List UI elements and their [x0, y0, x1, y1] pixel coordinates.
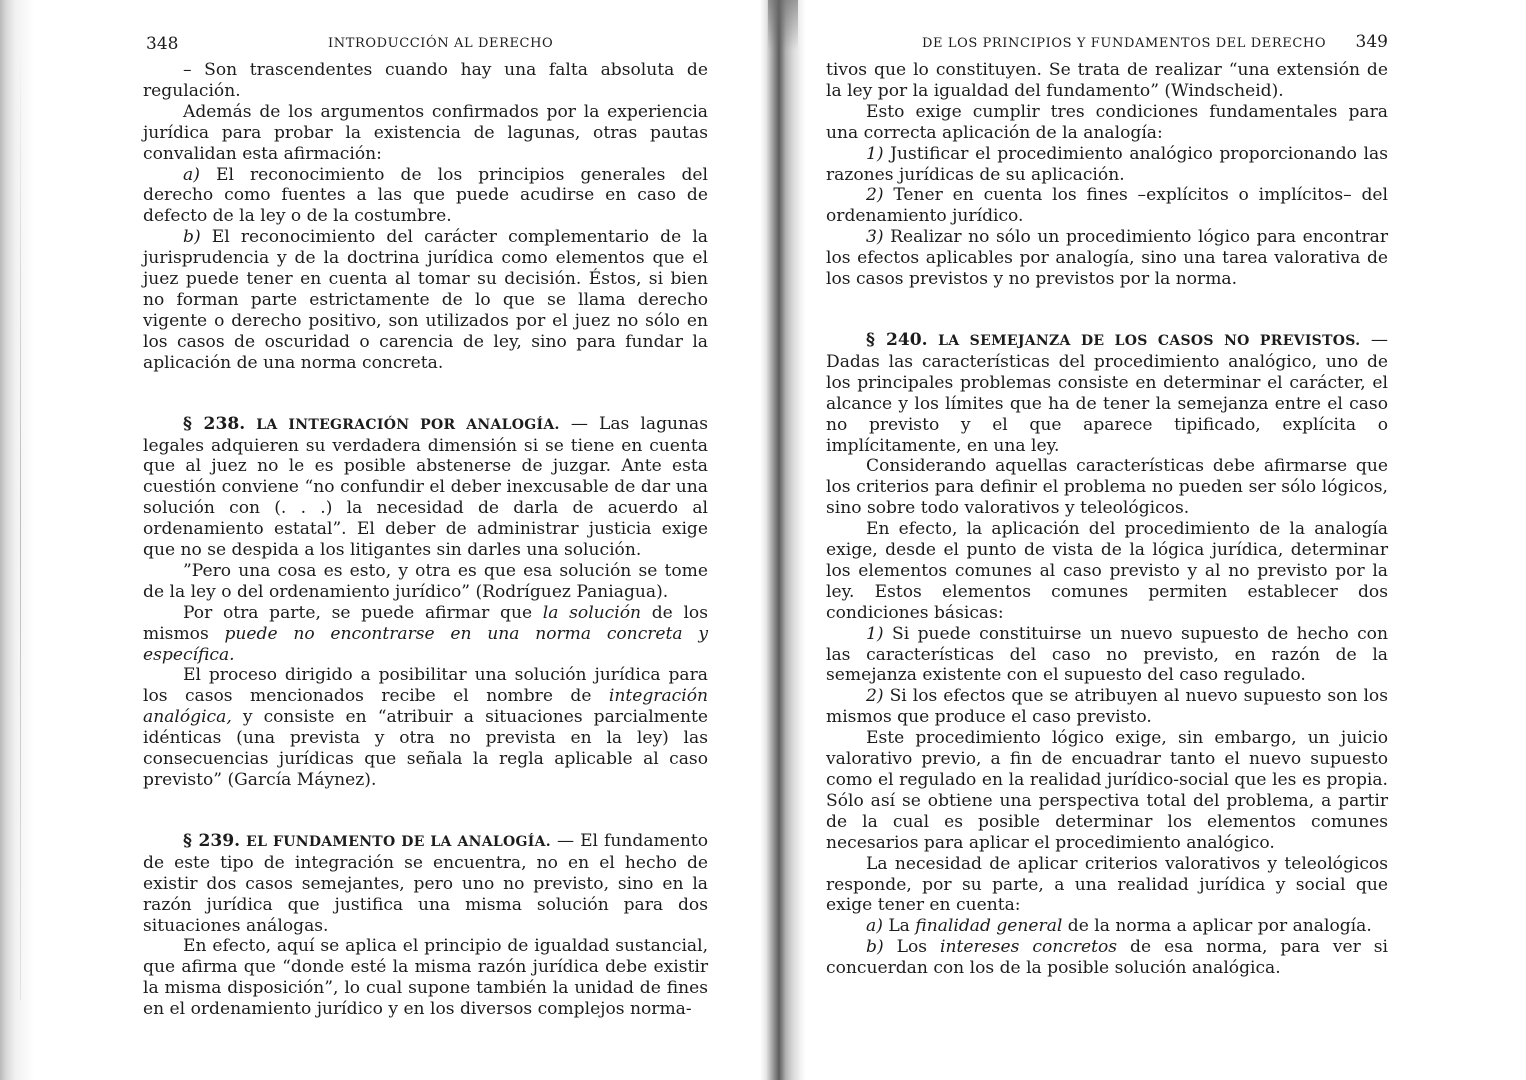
list-marker: b) — [183, 227, 201, 248]
right-page — [826, 30, 1388, 979]
right-page-body — [826, 60, 1388, 979]
section-paragraph: § 238. LA INTEGRACIÓN POR ANALOGÍA. — Las lagunas legales adquieren su verdadera dimensión si se tiene en cuenta que al juez no le es posible abstenerse de juzgar. Ante esta cuestión conviene “no confundir el deber inexcusable de dar una solución con (. . .) la necesidad de darla de acuerdo al ordenamiento estatal”. El deber de administrar justicia exige que no se despida a los litigantes sin darles una solución. — [143, 413, 708, 561]
left-running-head — [143, 30, 708, 60]
section-title: EL FUNDAMENTO DE LA ANALOGÍA. — [246, 833, 551, 850]
list-item: 1) Justificar el procedimiento analógico proporcionando las razones jurídicas de su aplicación. — [826, 143, 1388, 185]
left-page-body — [143, 60, 708, 1020]
list-marker: a) — [866, 916, 883, 937]
running-head-title: INTRODUCCIÓN AL DERECHO — [328, 36, 554, 51]
paragraph: tivos que lo constituyen. Se trata de realizar “una extensión de la ley por la igualdad del fundamento” (Windscheid). — [826, 60, 1388, 101]
list-marker: 2) — [866, 686, 884, 707]
paragraph: El proceso dirigido a posibilitar una solución jurídica para los casos mencionados recibe el nombre de integración analógica, y consiste en “atribuir a situaciones parcialmente idénticas (una prevista y otra no prevista en la ley) las consecuencias jurídicas que señala la regla aplicable al caso previsto” (García Máynez). — [143, 665, 709, 790]
paragraph: – Son trascendentes cuando hay una falta absoluta de regulación. — [143, 60, 708, 101]
list-item: b) Los intereses concretos de esa norma, para ver si concuerdan con los de la posible solución analógica. — [826, 937, 1389, 979]
paragraph: Además de los argumentos confirmados por la experiencia jurídica para probar la existencia de lagunas, otras pautas convalidan esta afirmación: — [143, 101, 708, 164]
left-page — [143, 30, 708, 1020]
paragraph: ”Pero una cosa es esto, y otra es que esa solución se tome de la ley o del ordenamiento jurídico” (Rodríguez Paniagua). — [143, 560, 708, 602]
list-item: a) La finalidad general de la norma a aplicar por analogía. — [866, 916, 1372, 937]
binding-gutter — [760, 0, 806, 1080]
section-paragraph: § 240. LA SEMEJANZA DE LOS CASOS NO PREVISTOS. — Dadas las características del procedimiento analógico, uno de los principales problemas consiste en determinar el carácter, el alcance y los límites que ha de tener la semejanza entre el caso no previsto y el que aparece tipificado, explícita o implícitamente, en una ley. — [826, 329, 1388, 456]
list-item: 1) Si puede constituirse un nuevo supuesto de hecho con las características del caso no previsto, en razón de la semejanza existente con el supuesto del caso regulado. — [826, 623, 1388, 686]
page-number: 348 — [146, 34, 179, 54]
section-title: LA INTEGRACIÓN POR ANALOGÍA. — [256, 416, 560, 433]
running-head-title: DE LOS PRINCIPIOS Y FUNDAMENTOS DEL DERECHO — [922, 36, 1327, 51]
paragraph: Considerando aquellas características debe afirmarse que los criterios para definir el problema no pueden ser sólo lógicos, sino sobre todo valorativos y teleológicos. — [826, 456, 1388, 519]
list-item: 2) Si los efectos que se atribuyen al nuevo supuesto son los mismos que produce el caso previsto. — [826, 686, 1388, 728]
paragraph: Esto exige cumplir tres condiciones fundamentales para una correcta aplicación de la analogía: — [826, 101, 1388, 143]
list-marker: 1) — [866, 623, 884, 644]
page-edge-line — [20, 40, 21, 1000]
list-marker: 1) — [866, 143, 884, 164]
list-item: 3) Realizar no sólo un procedimiento lógico para encontrar los efectos aplicables por analogía, sino una tarea valorativa de los casos previstos y no previstos por la norma. — [826, 227, 1388, 290]
section-number: § 238. — [183, 413, 246, 434]
paragraph: Por otra parte, se puede afirmar que la solución de los mismos puede no encontrarse en una norma concreta y específica. — [143, 602, 708, 665]
list-item: b) El reconocimiento del carácter complementario de la jurisprudencia y de la doctrina jurídica como elementos que el juez puede tener en cuenta al tomar su decisión. Éstos, si bien no forman parte estrictamente de lo que se llama derecho vigente o derecho positivo, son utilizados por el juez no sólo en los casos de oscuridad o carencia de ley, sino para fundar la aplicación de una norma concreta. — [143, 227, 708, 373]
binding-gutter-shadow — [768, 0, 798, 50]
list-marker: 3) — [866, 227, 884, 248]
list-marker: a) — [183, 164, 200, 185]
paragraph: En efecto, la aplicación del procedimiento de la analogía exige, desde el punto de vista de la lógica jurídica, determinar los elementos comunes al caso previsto y al no previsto por la ley. Estos elementos comunes permiten establecer dos condiciones básicas: — [826, 519, 1388, 623]
page-number: 349 — [1355, 32, 1388, 52]
list-item: a) El reconocimiento de los principios generales del derecho como fuentes a las que puede acudirse en caso de defecto de la ley o de la costumbre. — [143, 164, 708, 227]
section-number: § 240. — [866, 329, 928, 350]
section-number: § 239. — [183, 830, 241, 851]
right-running-head — [826, 30, 1388, 60]
list-item: 2) Tener en cuenta los fines –explícitos o implícitos– del ordenamiento jurídico. — [826, 185, 1388, 227]
paragraph: Este procedimiento lógico exige, sin embargo, un juicio valorativo previo, a fin de encuadrar tanto el nuevo supuesto como el regulado en la realidad jurídico-social que les es propia. Sólo así se obtiene una perspectiva total del problema, a partir de la cual es posible determinar los elementos comunes necesarios para aplicar el procedimiento analógico. — [826, 728, 1388, 853]
section-title: LA SEMEJANZA DE LOS CASOS NO PREVISTOS. — [938, 332, 1361, 349]
list-marker: 2) — [866, 185, 884, 206]
list-marker: b) — [866, 937, 884, 958]
paragraph: La necesidad de aplicar criterios valorativos y teleológicos responde, por su parte, a una realidad jurídica y social que exige tener en cuenta: — [826, 853, 1388, 916]
paragraph: En efecto, aquí se aplica el principio de igualdad sustancial, que afirma que “donde esté la misma razón jurídica debe existir la misma disposición”, lo cual supone también la unidad de fines en el ordenamiento jurídico y en los diversos complejos norma- — [143, 936, 708, 1020]
section-paragraph: § 239. EL FUNDAMENTO DE LA ANALOGÍA. — El fundamento de este tipo de integración se encuentra, no en el hecho de existir dos casos semejantes, pero uno no previsto, sino en la razón jurídica que justifica una misma solución para dos situaciones análogas. — [143, 830, 709, 936]
